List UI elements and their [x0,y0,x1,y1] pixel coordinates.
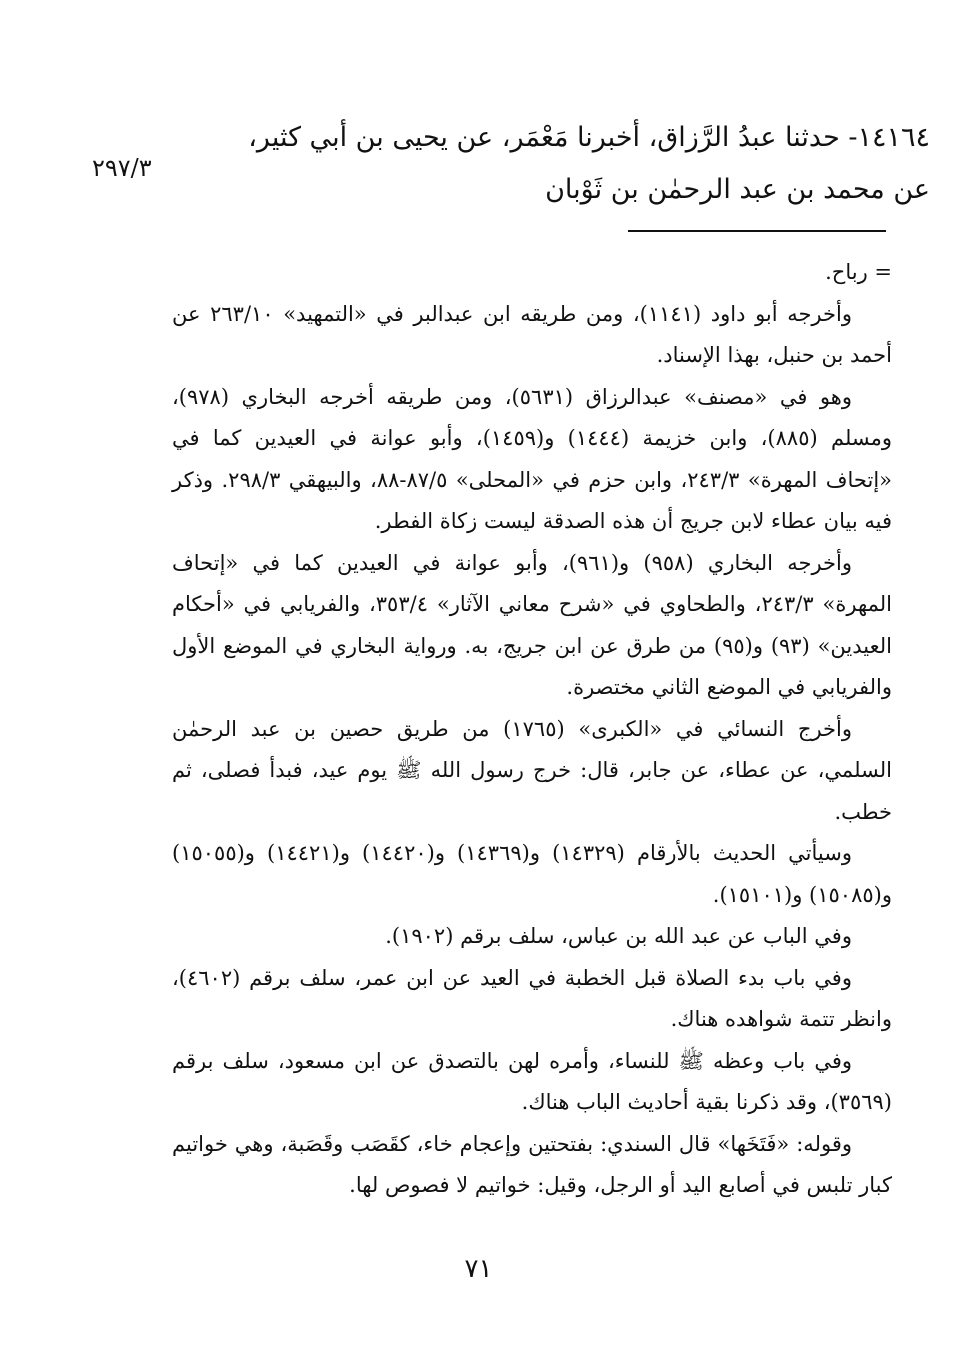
footnote-paragraph: = رباح. [825,260,892,284]
footnote-separator [628,230,886,232]
footnote-paragraph: وأخرج النسائي في «الكبرى» (١٧٦٥) من طريق حصين بن عبد الرحمٰن السلمي، عن عطاء، عن جابر، قال: خرج رسول الله ﷺ يوم عيد، فبدأ فصلى، ثم خطب. [172,716,892,824]
footnote-paragraph: وفي باب بدء الصلاة قبل الخطبة في العيد عن ابن عمر، سلف برقم (٤٦٠٢)، وانظر تتمة شواهده هناك. [172,965,892,1031]
footnote-paragraph: وقوله: «فَتَخَها» قال السندي: بفتحتين وإعجام خاء، كقَصَب وقَصَبة، وهي خواتيم كبار تلبس في أصابع اليد أو الرجل، وقيل: خواتيم لا فصوص لها. [172,1131,892,1197]
footnote-paragraph: وفي الباب عن عبد الله بن عباس، سلف برقم (١٩٠٢). [385,924,852,948]
hadith-text [190,112,930,216]
page-number: ٧١ [464,1254,493,1284]
footnotes [172,252,892,1207]
footnote-paragraph: وأخرجه أبو داود (١١٤١)، ومن طريقه ابن عبدالبر في «التمهيد» ٢٦٣/١٠ عن أحمد بن حنبل، بهذا الإسناد. [172,301,892,367]
hadith-line-2: عن محمد بن عبد الرحمٰن بن ثَوْبان [545,174,930,205]
margin-reference: ٢٩٧/٣ [92,154,152,182]
footnote-paragraph: وسيأتي الحديث بالأرقام (١٤٣٢٩) و(١٤٣٦٩) و(١٤٤٢٠) و(١٤٤٢١) و(١٥٠٥٥) و(١٥٠٨٥) و(١٥١٠١). [172,841,892,907]
hadith-line-1: ١٤١٦٤- حدثنا عبدُ الرَّزاق، أخبرنا مَعْمَر، عن يحيى بن أبي كثير، [248,122,930,153]
footnote-paragraph: وهو في «مصنف» عبدالرزاق (٥٦٣١)، ومن طريقه أخرجه البخاري (٩٧٨)، ومسلم (٨٨٥)، وابن خزيمة (١٤٤٤) و(١٤٥٩)، وأبو عوانة في العيدين كما في «إتحاف المهرة» ٢٤٣/٣، وابن حزم في «المحلى» ٨٧/٥-٨٨، والبيهقي ٢٩٨/٣. وذكر فيه بيان عطاء لابن جريج أن هذه الصدقة ليست زكاة الفطر. [172,384,893,533]
footnote-paragraph: وأخرجه البخاري (٩٥٨) و(٩٦١)، وأبو عوانة في العيدين كما في «إتحاف المهرة» ٢٤٣/٣، والطحاوي في «شرح معاني الآثار» ٣٥٣/٤، والفريابي في «أحكام العيدين» (٩٣) و(٩٥) من طرق عن ابن جريج، به. ورواية البخاري في الموضع الأول والفريابي في الموضع الثاني مختصرة. [172,550,893,699]
footnote-paragraph: وفي باب وعظه ﷺ للنساء، وأمره لهن بالتصدق عن ابن مسعود، سلف برقم (٣٥٦٩)، وقد ذكرنا بقية أحاديث الباب هناك. [172,1048,892,1114]
